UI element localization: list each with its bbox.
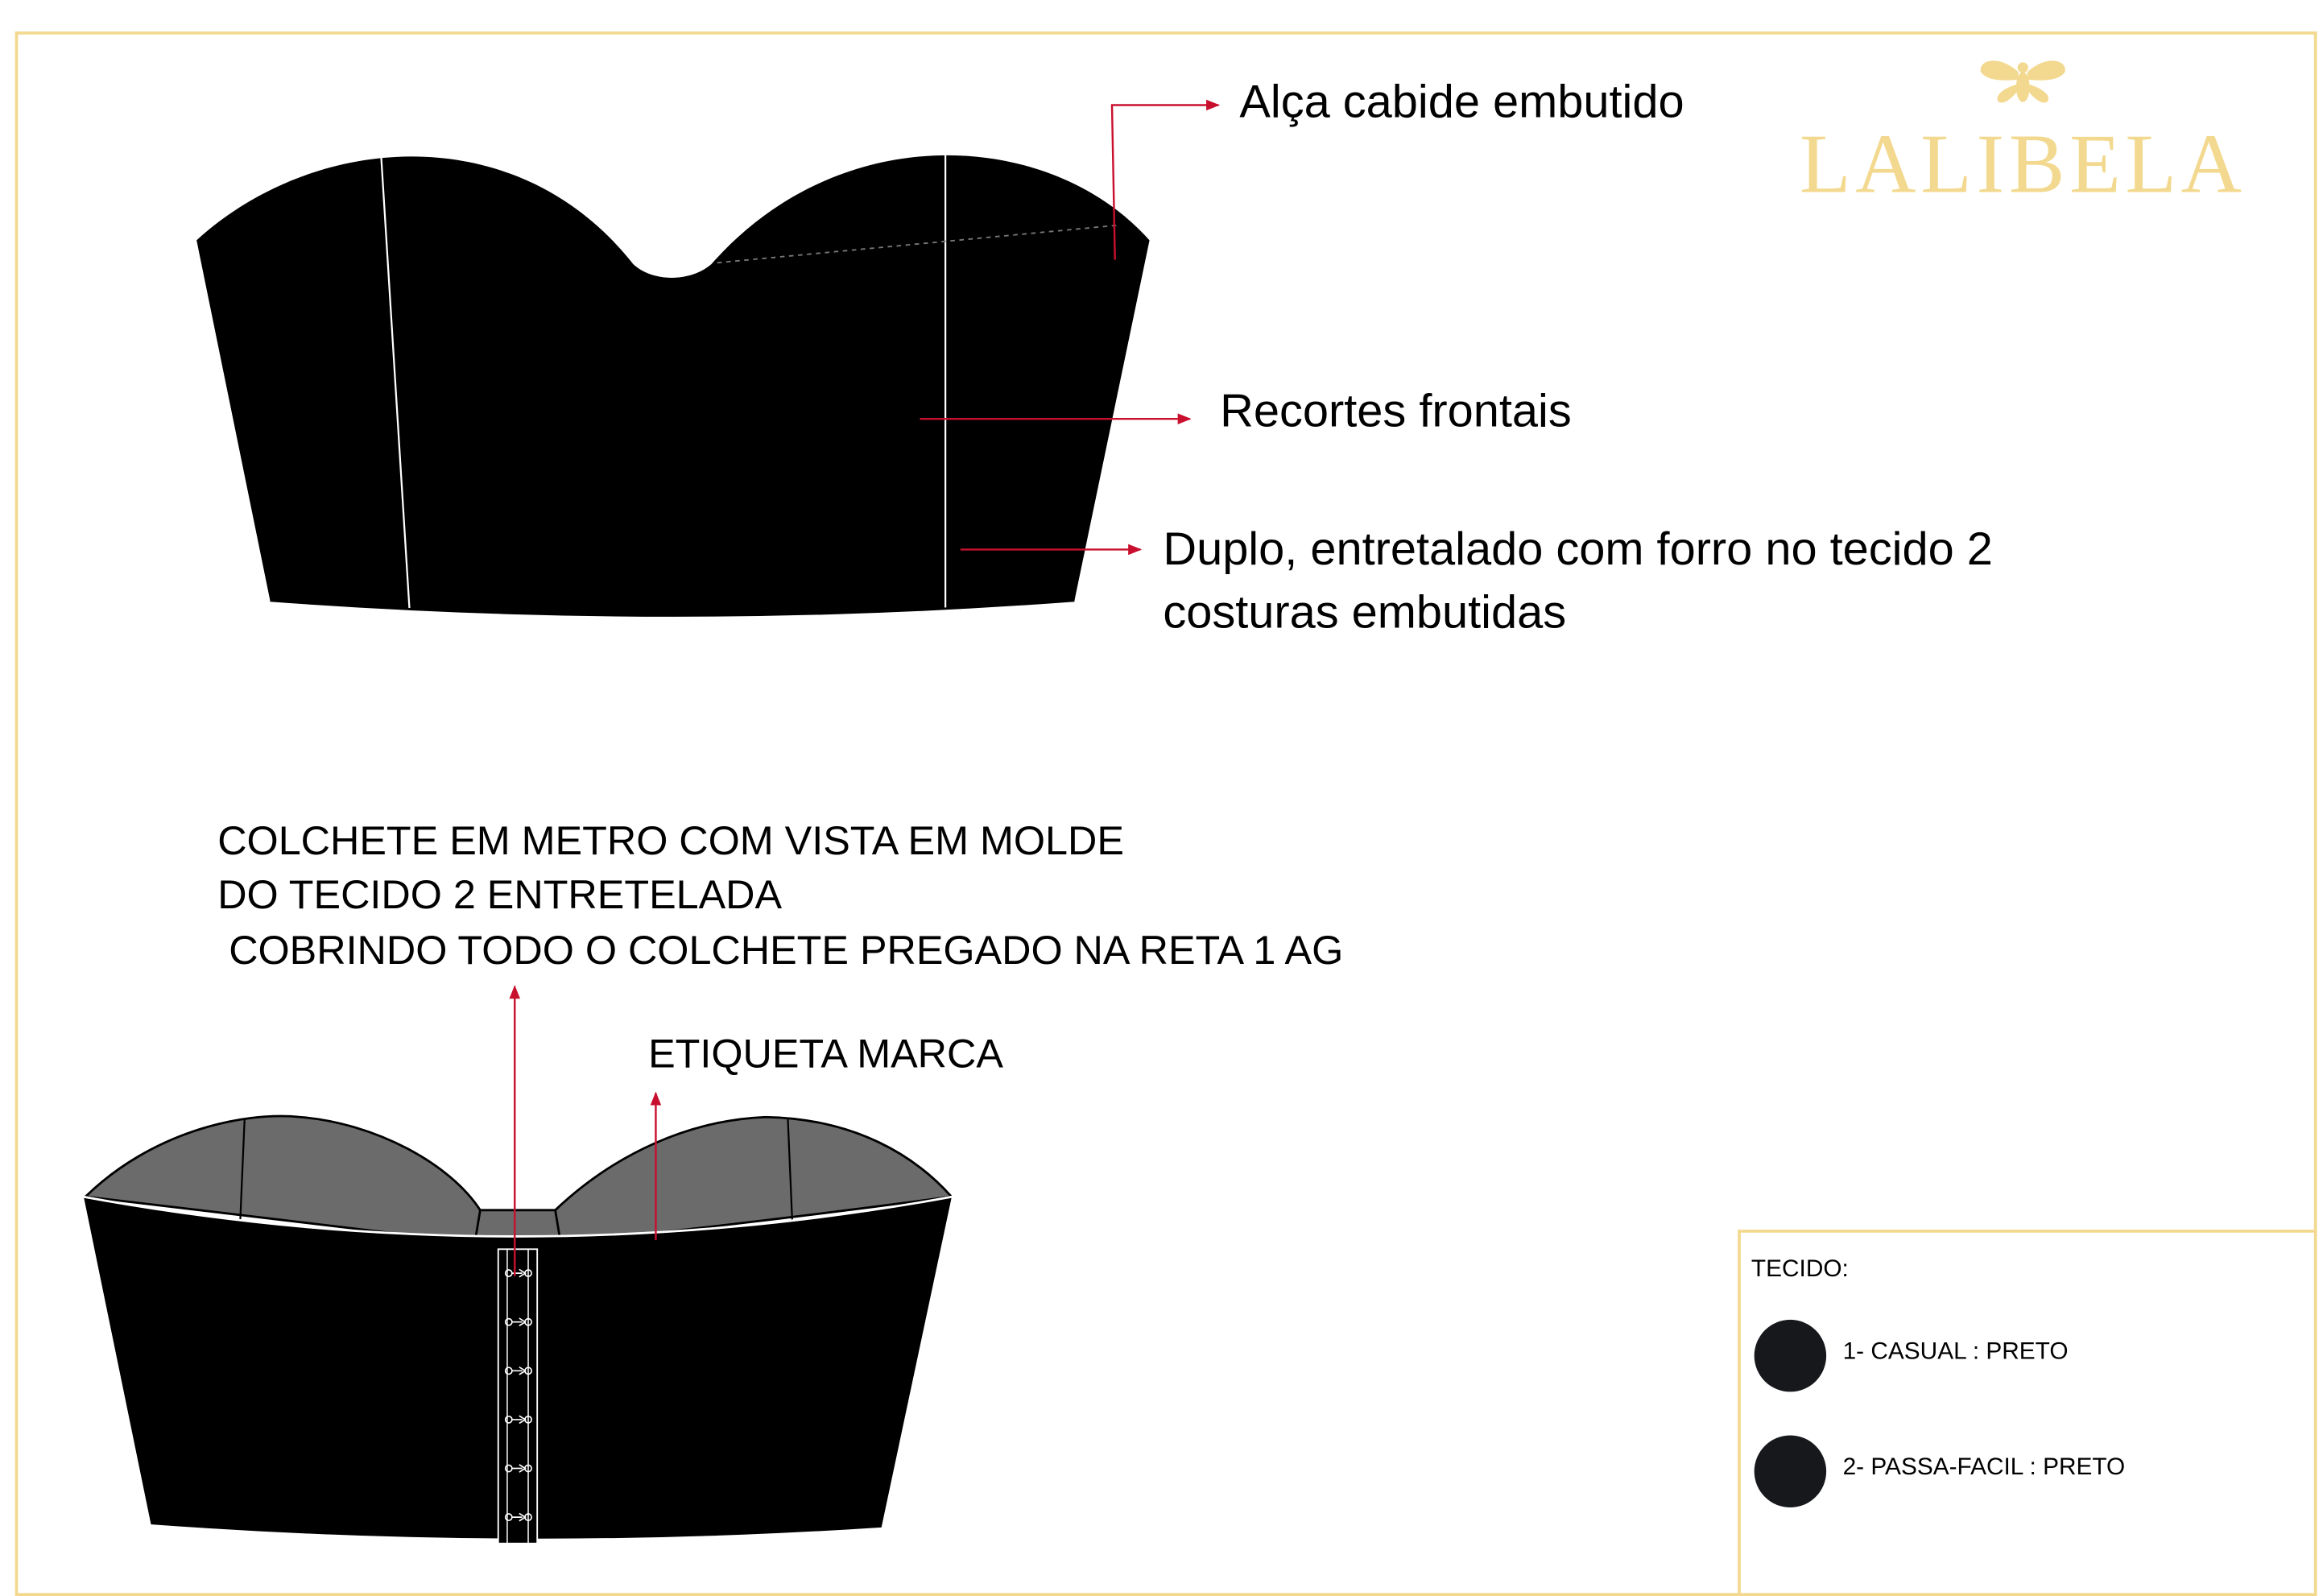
label-colchete-line-3: COBRINDO TODO O COLCHETE PREGADO NA RETA 1 AG [217, 927, 1344, 974]
brand-logo [1800, 60, 2247, 210]
label-recortes-frontais: Recortes frontais [1220, 385, 1572, 437]
bee-icon [1981, 60, 2065, 102]
fabric-item-2-label: 2- PASSA-FACIL : PRETO [1842, 1453, 2126, 1480]
label-colchete-line-1: COLCHETE EM METRO COM VISTA EM MOLDE [217, 817, 1124, 863]
fabric-swatch-2 [1755, 1435, 1826, 1507]
fabric-item-1-label: 1- CASUAL : PRETO [1842, 1338, 2069, 1365]
back-view-garment [83, 1116, 953, 1544]
fabric-box-frame [1739, 1231, 2316, 1594]
brand-name: LALIBELA [1799, 117, 2247, 211]
label-etiqueta-marca: ETIQUETA MARCA [648, 1030, 1003, 1077]
fabric-swatch-1 [1755, 1320, 1826, 1391]
fabric-box [1739, 1231, 2316, 1594]
label-colchete-line-2: DO TECIDO 2 ENTRETELADA [217, 871, 783, 918]
label-duplo-line-2: costuras embutidas [1163, 586, 1567, 639]
front-view-garment [196, 155, 1149, 615]
label-alca-cabide: Alça cabide embutido [1239, 76, 1684, 128]
back-callout-labels [217, 817, 1343, 1077]
front-bodice [196, 155, 1149, 616]
fabric-box-title: TECIDO: [1751, 1255, 1849, 1282]
label-duplo-line-1: Duplo, entretalado com forro no tecido 2 [1163, 523, 1993, 576]
hook-eye-tape [498, 1249, 537, 1543]
